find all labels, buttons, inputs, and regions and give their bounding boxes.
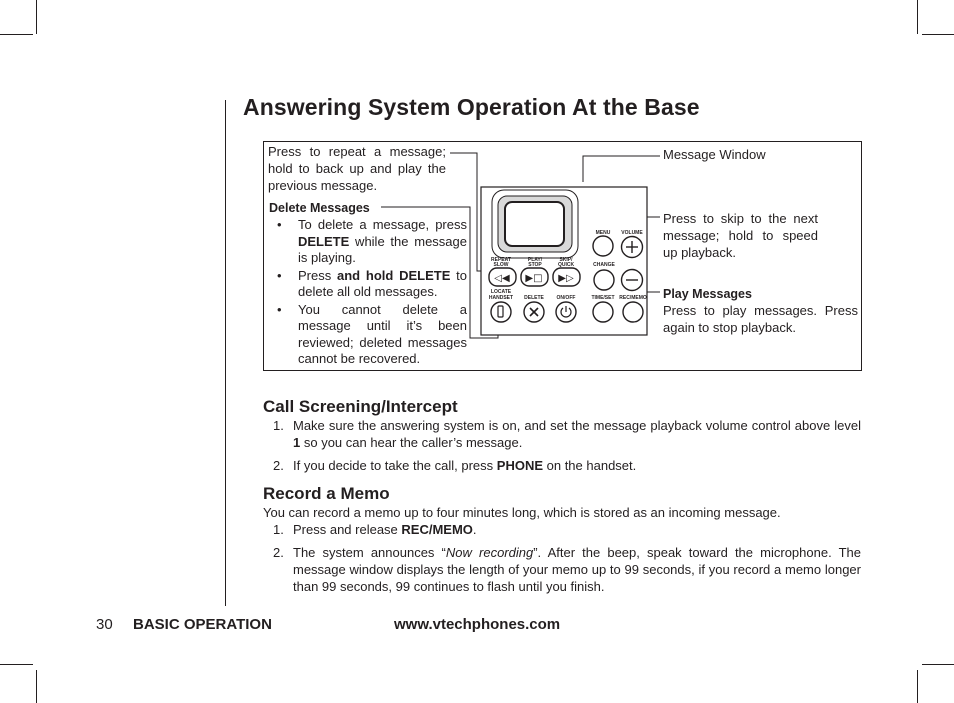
repeat-icon: ◁◀: [494, 273, 510, 284]
skip-callout: Press to skip to the next message; hold to speed up playback.: [663, 211, 818, 260]
page-number: 30: [96, 616, 113, 633]
play-stop-icon: ▶□: [525, 273, 543, 284]
play-label: PLAY/: [527, 257, 543, 263]
stop-label: STOP: [528, 262, 542, 268]
repeat-callout: Press to repeat a message; hold to back up and play the previous message.: [268, 144, 446, 193]
skip-label: SKIP/: [559, 257, 573, 263]
list-item: 1. Make sure the answering system is on, and set the message playback volume control above level 1 so you can hear the caller’s message.: [273, 418, 861, 450]
menu-label: MENU: [595, 230, 611, 236]
record-memo-steps: [263, 521, 861, 601]
timeset-label: TIME/SET: [591, 295, 615, 301]
handset-label: HANDSET: [488, 295, 514, 301]
message-window-display: [505, 202, 564, 246]
call-screening-heading: Call Screening/Intercept: [263, 397, 458, 416]
change-label: CHANGE: [593, 262, 615, 268]
change-button[interactable]: [594, 270, 614, 290]
locate-label: LOCATE: [490, 289, 512, 295]
delete-messages-heading: Delete Messages: [269, 201, 370, 215]
website-url: www.vtechphones.com: [394, 616, 561, 633]
play-callout: Press to play messages. Press again to stop playback.: [663, 303, 858, 335]
skip-icon: ▶▷: [558, 273, 574, 284]
page-title: Answering System Operation At the Base: [243, 94, 700, 120]
list-item: • You cannot delete a message until it’s been reviewed; deleted messages cannot be recovered.: [277, 301, 467, 366]
call-screening-steps: [263, 417, 861, 480]
menu-button[interactable]: [593, 236, 613, 256]
list-item: • To delete a message, press DELETE while the message is playing.: [277, 217, 467, 265]
onoff-label: ON/OFF: [556, 295, 576, 301]
list-item: • Press and hold DELETE to delete all old messages.: [277, 267, 467, 299]
volume-label: VOLUME: [621, 230, 643, 236]
slow-label: SLOW: [493, 262, 509, 268]
quick-label: QUICK: [557, 262, 575, 268]
locate-handset-button[interactable]: [491, 302, 511, 322]
play-messages-heading: Play Messages: [663, 287, 752, 301]
list-item: 1. Press and release REC/MEMO.: [273, 522, 477, 537]
list-item: 2. If you decide to take the call, press PHONE on the handset.: [273, 458, 637, 473]
record-memo-intro: You can record a memo up to four minutes long, which is stored as an incoming message.: [263, 505, 781, 520]
recmemo-label: REC/MEMO: [619, 295, 647, 301]
message-window-callout: Message Window: [663, 147, 766, 162]
rec-memo-button[interactable]: [623, 302, 643, 322]
record-memo-heading: Record a Memo: [263, 484, 390, 503]
time-set-button[interactable]: [593, 302, 613, 322]
repeat-label: REPEAT: [491, 257, 511, 263]
delete-label: DELETE: [524, 295, 544, 301]
section-name: BASIC OPERATION: [133, 616, 272, 633]
list-item: 2. The system announces “Now recording”. After the beep, speak toward the microphone. The message window displays the length of your memo up to 99 seconds, if you record a memo longer than 99 seconds, 99 continues to flash until you finish.: [273, 545, 861, 594]
